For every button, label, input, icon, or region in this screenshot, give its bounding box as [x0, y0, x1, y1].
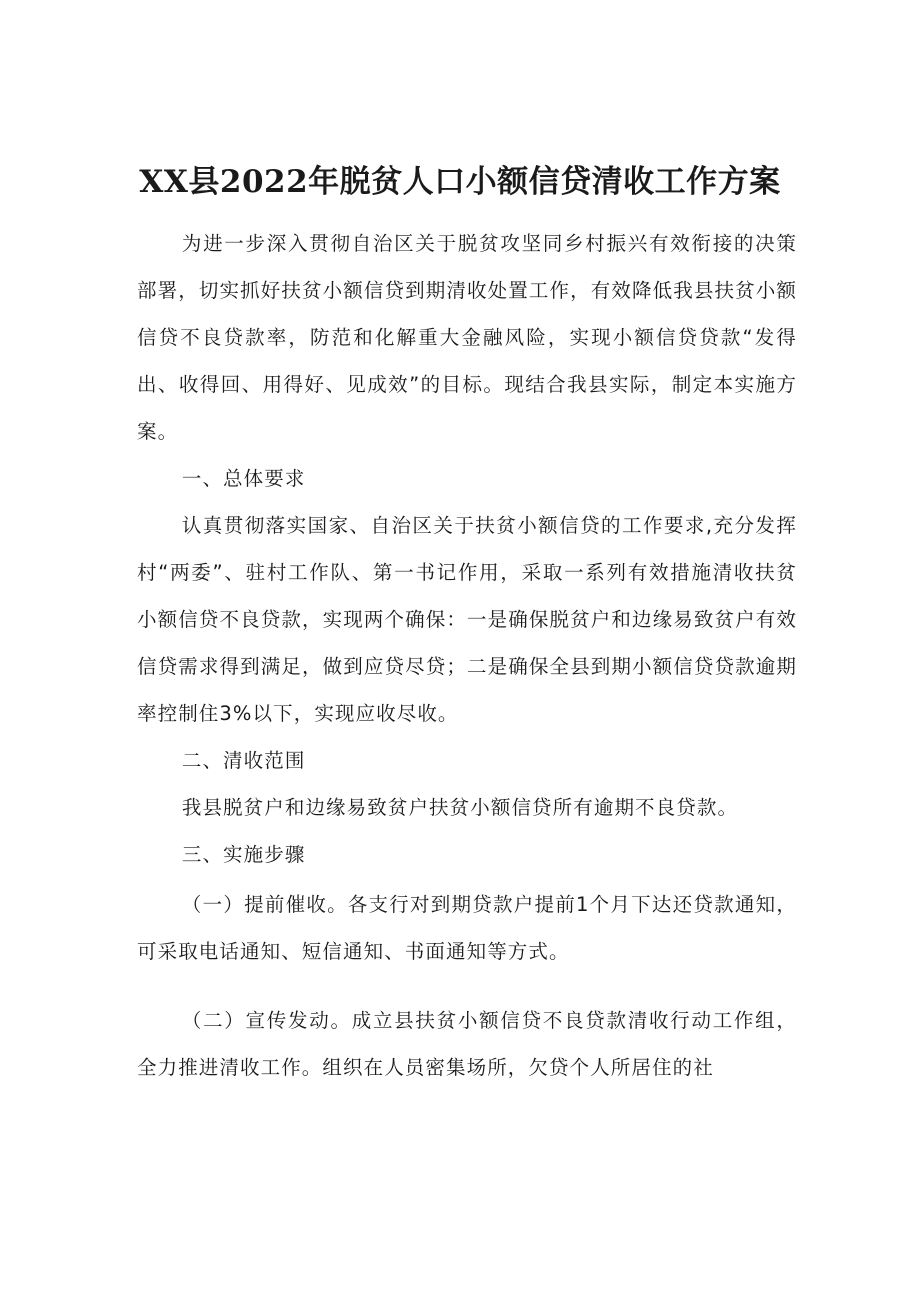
section-paragraph-advance-collection: （一）提前催收。各支行对到期贷款户提前1个月下达还贷款通知，可采取电话通知、短信通知、书面通知等方式。	[137, 893, 797, 963]
section-heading-implementation-steps: 三、实施步骤	[181, 843, 306, 866]
intro-paragraph: 为进一步深入贯彻自治区关于脱贫攻坚同乡村振兴有效衔接的决策部署，切实抓好扶贫小额信贷到期清收处置工作，有效降低我县扶贫小额信贷不良贷款率，防范和化解重大金融风险，实现小额信贷贷款“发得出、收得回、用得好、见成效”的目标。现结合我县实际，制定本实施方案。	[137, 232, 797, 443]
section-paragraph-collection-scope: 我县脱贫户和边缘易致贫户扶贫小额信贷所有逾期不良贷款。	[181, 796, 739, 819]
section-heading-general-requirements: 一、总体要求	[181, 467, 306, 490]
section-heading-collection-scope: 二、清收范围	[181, 749, 306, 772]
section-paragraph-general-requirements: 认真贯彻落实国家、自治区关于扶贫小额信贷的工作要求,充分发挥村“两委”、驻村工作队、第一书记作用，采取一系列有效措施清收扶贫小额信贷不良贷款，实现两个确保：一是确保脱贫户和边缘易致贫户有效信贷需求得到满足，做到应贷尽贷；二是确保全县到期小额信贷贷款逾期率控制住3%以下，实现应收尽收。	[137, 514, 797, 725]
section-paragraph-publicity: （二）宣传发动。成立县扶贫小额信贷不良贷款清收行动工作组，全力推进清收工作。组织在人员密集场所，欠贷个人所居住的社	[137, 1009, 797, 1079]
document-title: XX县2022年脱贫人口小额信贷清收工作方案	[139, 164, 781, 200]
